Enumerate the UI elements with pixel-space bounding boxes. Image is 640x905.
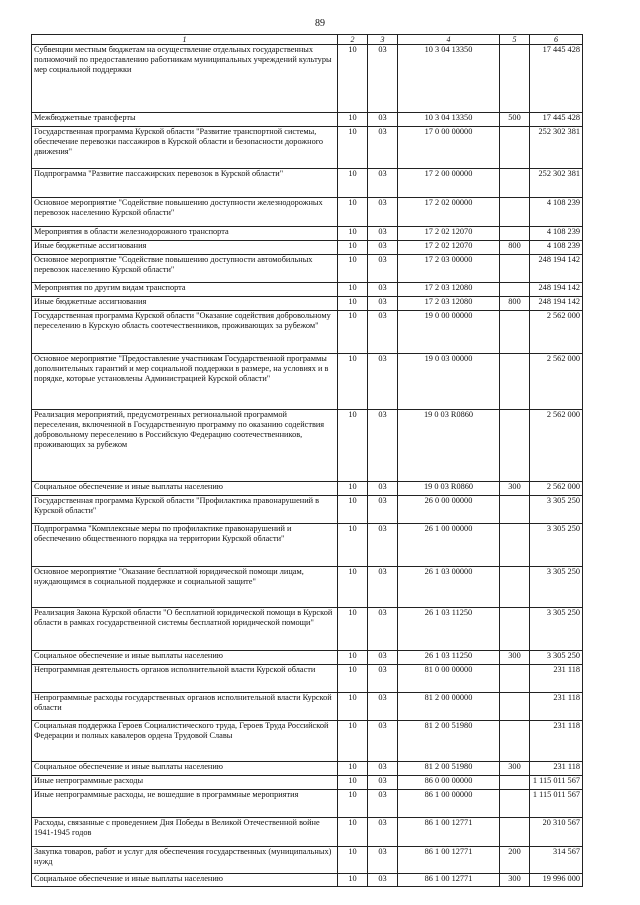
cell-vr — [500, 721, 530, 762]
cell-vr: 300 — [500, 482, 530, 496]
cell-rz: 10 — [338, 297, 368, 311]
table-row — [32, 721, 583, 762]
cell-pr: 03 — [368, 255, 398, 283]
table-row — [32, 283, 583, 297]
table-row — [32, 496, 583, 524]
table-row — [32, 776, 583, 790]
cell-name: Мероприятия в области железнодорожного транспорта — [32, 227, 338, 241]
cell-rz: 10 — [338, 818, 368, 847]
cell-sum: 231 118 — [530, 693, 583, 721]
cell-pr: 03 — [368, 651, 398, 665]
cell-name: Социальное обеспечение и иные выплаты населению — [32, 762, 338, 776]
cell-csr: 26 0 00 00000 — [398, 496, 500, 524]
cell-rz: 10 — [338, 790, 368, 818]
cell-rz: 10 — [338, 496, 368, 524]
cell-rz: 10 — [338, 762, 368, 776]
cell-name: Мероприятия по другим видам транспорта — [32, 283, 338, 297]
table-row — [32, 311, 583, 354]
cell-sum: 1 115 011 567 — [530, 790, 583, 818]
cell-rz: 10 — [338, 354, 368, 410]
cell-rz: 10 — [338, 608, 368, 651]
cell-sum: 252 302 381 — [530, 127, 583, 169]
table-row — [32, 113, 583, 127]
cell-name: Основное мероприятие "Содействие повышению доступности железнодорожных перевозок населению Курской области" — [32, 198, 338, 227]
cell-sum: 2 562 000 — [530, 410, 583, 482]
cell-name: Иные бюджетные ассигнования — [32, 241, 338, 255]
cell-rz: 10 — [338, 567, 368, 608]
cell-pr: 03 — [368, 665, 398, 693]
cell-csr: 26 1 03 00000 — [398, 567, 500, 608]
cell-sum: 248 194 142 — [530, 255, 583, 283]
cell-pr: 03 — [368, 776, 398, 790]
cell-csr: 17 2 02 12070 — [398, 227, 500, 241]
table-row — [32, 354, 583, 410]
cell-sum: 248 194 142 — [530, 283, 583, 297]
page-number: 89 — [315, 18, 325, 29]
cell-rz: 10 — [338, 482, 368, 496]
table-row — [32, 45, 583, 113]
cell-sum: 3 305 250 — [530, 608, 583, 651]
cell-rz: 10 — [338, 255, 368, 283]
cell-name: Социальная поддержка Героев Социалистического труда, Героев Труда Российской Федерации и полных кавалеров ордена Трудовой Славы — [32, 721, 338, 762]
cell-name: Реализация Закона Курской области "О бесплатной юридической помощи в Курской области в рамках государственной системы бесплатной юридической помощи" — [32, 608, 338, 651]
cell-rz: 10 — [338, 241, 368, 255]
cell-rz: 10 — [338, 127, 368, 169]
table-row — [32, 127, 583, 169]
cell-pr: 03 — [368, 410, 398, 482]
table-row — [32, 762, 583, 776]
cell-name: Социальное обеспечение и иные выплаты населению — [32, 874, 338, 887]
cell-pr: 03 — [368, 169, 398, 198]
column-header: 6 — [530, 35, 583, 45]
cell-csr: 10 3 04 13350 — [398, 45, 500, 113]
cell-csr: 17 2 03 00000 — [398, 255, 500, 283]
cell-vr: 800 — [500, 241, 530, 255]
cell-pr: 03 — [368, 127, 398, 169]
cell-sum: 2 562 000 — [530, 482, 583, 496]
cell-rz: 10 — [338, 113, 368, 127]
cell-vr — [500, 283, 530, 297]
cell-pr: 03 — [368, 790, 398, 818]
cell-csr: 86 1 00 12771 — [398, 874, 500, 887]
table-row — [32, 847, 583, 874]
cell-vr — [500, 410, 530, 482]
cell-sum: 4 108 239 — [530, 227, 583, 241]
column-header: 1 — [32, 35, 338, 45]
cell-rz: 10 — [338, 665, 368, 693]
cell-name: Подпрограмма "Комплексные меры по профилактике правонарушений и обеспечению общественного порядка на территории Курской области" — [32, 524, 338, 567]
table-row — [32, 818, 583, 847]
cell-pr: 03 — [368, 496, 398, 524]
cell-sum: 1 115 011 567 — [530, 776, 583, 790]
cell-csr: 86 1 00 00000 — [398, 790, 500, 818]
cell-name: Субвенции местным бюджетам на осуществление отдельных государственных полномочий по предоставлению работникам муниципальных учреждений культуры мер социальной поддержки — [32, 45, 338, 113]
cell-pr: 03 — [368, 874, 398, 887]
cell-rz: 10 — [338, 651, 368, 665]
table-row — [32, 482, 583, 496]
cell-csr: 17 2 03 12080 — [398, 283, 500, 297]
cell-name: Иные бюджетные ассигнования — [32, 297, 338, 311]
cell-csr: 19 0 03 R0860 — [398, 410, 500, 482]
cell-rz: 10 — [338, 45, 368, 113]
cell-sum: 231 118 — [530, 665, 583, 693]
cell-name: Иные непрограммные расходы, не вошедшие в программные мероприятия — [32, 790, 338, 818]
cell-sum: 4 108 239 — [530, 198, 583, 227]
cell-rz: 10 — [338, 721, 368, 762]
cell-vr: 200 — [500, 847, 530, 874]
table-row — [32, 693, 583, 721]
cell-name: Иные непрограммные расходы — [32, 776, 338, 790]
cell-rz: 10 — [338, 169, 368, 198]
cell-pr: 03 — [368, 524, 398, 567]
cell-vr: 500 — [500, 113, 530, 127]
cell-vr — [500, 255, 530, 283]
cell-rz: 10 — [338, 874, 368, 887]
cell-vr: 300 — [500, 762, 530, 776]
cell-sum: 17 445 428 — [530, 45, 583, 113]
cell-pr: 03 — [368, 818, 398, 847]
cell-name: Основное мероприятие "Предоставление участникам Государственной программы дополнительных гарантий и мер социальной поддержки в размере, на условиях и в порядке, которые установлены Администрацией Курской области" — [32, 354, 338, 410]
cell-csr: 26 1 00 00000 — [398, 524, 500, 567]
cell-rz: 10 — [338, 410, 368, 482]
cell-pr: 03 — [368, 847, 398, 874]
cell-vr — [500, 45, 530, 113]
table-row — [32, 169, 583, 198]
cell-csr: 17 0 00 00000 — [398, 127, 500, 169]
cell-csr: 26 1 03 11250 — [398, 651, 500, 665]
cell-name: Расходы, связанные с проведением Дня Победы в Великой Отечественной войне 1941-1945 годов — [32, 818, 338, 847]
cell-name: Государственная программа Курской области "Развитие транспортной системы, обеспечение перевозки пассажиров в Курской области и безопасности дорожного движения" — [32, 127, 338, 169]
column-header: 4 — [398, 35, 500, 45]
cell-pr: 03 — [368, 241, 398, 255]
cell-csr: 86 1 00 12771 — [398, 818, 500, 847]
cell-sum: 231 118 — [530, 762, 583, 776]
cell-sum: 248 194 142 — [530, 297, 583, 311]
cell-csr: 81 2 00 00000 — [398, 693, 500, 721]
cell-rz: 10 — [338, 693, 368, 721]
cell-rz: 10 — [338, 198, 368, 227]
cell-pr: 03 — [368, 762, 398, 776]
table-row — [32, 665, 583, 693]
cell-vr — [500, 169, 530, 198]
cell-name: Государственная программа Курской области "Оказание содействия добровольному переселению в Курскую область соотечественников, проживающих за рубежом" — [32, 311, 338, 354]
header-row — [32, 35, 583, 45]
cell-name: Подпрограмма "Развитие пассажирских перевозок в Курской области" — [32, 169, 338, 198]
cell-pr: 03 — [368, 693, 398, 721]
cell-sum: 2 562 000 — [530, 311, 583, 354]
cell-vr: 300 — [500, 874, 530, 887]
cell-name: Межбюджетные трансферты — [32, 113, 338, 127]
cell-vr: 800 — [500, 297, 530, 311]
cell-vr — [500, 790, 530, 818]
cell-csr: 10 3 04 13350 — [398, 113, 500, 127]
cell-pr: 03 — [368, 227, 398, 241]
cell-sum: 3 305 250 — [530, 651, 583, 665]
cell-vr — [500, 776, 530, 790]
table-row — [32, 255, 583, 283]
cell-rz: 10 — [338, 776, 368, 790]
cell-sum: 3 305 250 — [530, 496, 583, 524]
cell-name: Непрограммная деятельность органов исполнительной власти Курской области — [32, 665, 338, 693]
cell-name: Основное мероприятие "Оказание бесплатной юридической помощи лицам, нуждающимся в социальной поддержке и социальной защите" — [32, 567, 338, 608]
cell-vr — [500, 496, 530, 524]
cell-vr — [500, 354, 530, 410]
column-header: 2 — [338, 35, 368, 45]
cell-vr: 300 — [500, 651, 530, 665]
table-row — [32, 410, 583, 482]
cell-vr — [500, 665, 530, 693]
cell-vr — [500, 608, 530, 651]
cell-csr: 19 0 03 R0860 — [398, 482, 500, 496]
cell-sum: 20 310 567 — [530, 818, 583, 847]
column-header: 3 — [368, 35, 398, 45]
cell-name: Непрограммные расходы государственных органов исполнительной власти Курской области — [32, 693, 338, 721]
cell-vr — [500, 198, 530, 227]
cell-csr: 19 0 00 00000 — [398, 311, 500, 354]
cell-csr: 86 0 00 00000 — [398, 776, 500, 790]
table-row — [32, 241, 583, 255]
table-row — [32, 790, 583, 818]
cell-sum: 3 305 250 — [530, 524, 583, 567]
cell-vr — [500, 567, 530, 608]
cell-pr: 03 — [368, 311, 398, 354]
cell-name: Социальное обеспечение и иные выплаты населению — [32, 482, 338, 496]
cell-csr: 81 2 00 51980 — [398, 762, 500, 776]
cell-csr: 17 2 02 00000 — [398, 198, 500, 227]
cell-csr: 81 0 00 00000 — [398, 665, 500, 693]
cell-pr: 03 — [368, 567, 398, 608]
cell-pr: 03 — [368, 354, 398, 410]
cell-sum: 2 562 000 — [530, 354, 583, 410]
table-row — [32, 651, 583, 665]
cell-pr: 03 — [368, 608, 398, 651]
cell-csr: 26 1 03 11250 — [398, 608, 500, 651]
cell-pr: 03 — [368, 297, 398, 311]
cell-rz: 10 — [338, 524, 368, 567]
cell-name: Закупка товаров, работ и услуг для обеспечения государственных (муниципальных) нужд — [32, 847, 338, 874]
column-header: 5 — [500, 35, 530, 45]
cell-name: Государственная программа Курской области "Профилактика правонарушений в Курской области" — [32, 496, 338, 524]
cell-csr: 19 0 03 00000 — [398, 354, 500, 410]
cell-rz: 10 — [338, 311, 368, 354]
cell-csr: 17 2 00 00000 — [398, 169, 500, 198]
table-row — [32, 874, 583, 887]
cell-vr — [500, 693, 530, 721]
table-row — [32, 524, 583, 567]
cell-pr: 03 — [368, 45, 398, 113]
table-row — [32, 198, 583, 227]
budget-table — [31, 34, 583, 887]
table-row — [32, 567, 583, 608]
cell-csr: 81 2 00 51980 — [398, 721, 500, 762]
cell-sum: 231 118 — [530, 721, 583, 762]
cell-sum: 4 108 239 — [530, 241, 583, 255]
cell-pr: 03 — [368, 482, 398, 496]
cell-sum: 314 567 — [530, 847, 583, 874]
cell-vr — [500, 818, 530, 847]
cell-vr — [500, 227, 530, 241]
cell-sum: 17 445 428 — [530, 113, 583, 127]
cell-rz: 10 — [338, 227, 368, 241]
cell-name: Социальное обеспечение и иные выплаты населению — [32, 651, 338, 665]
cell-rz: 10 — [338, 847, 368, 874]
cell-sum: 19 996 000 — [530, 874, 583, 887]
cell-name: Реализация мероприятий, предусмотренных региональной программой переселения, включенной в Государственную программу по оказанию содействия добровольному переселению в Российскую Федерацию соотечественников, проживающих за рубежом — [32, 410, 338, 482]
cell-csr: 86 1 00 12771 — [398, 847, 500, 874]
table-row — [32, 608, 583, 651]
cell-pr: 03 — [368, 113, 398, 127]
cell-csr: 17 2 02 12070 — [398, 241, 500, 255]
cell-vr — [500, 524, 530, 567]
table-row — [32, 227, 583, 241]
cell-pr: 03 — [368, 198, 398, 227]
cell-pr: 03 — [368, 721, 398, 762]
table-row — [32, 297, 583, 311]
cell-rz: 10 — [338, 283, 368, 297]
cell-vr — [500, 311, 530, 354]
cell-name: Основное мероприятие "Содействие повышению доступности автомобильных перевозок населению Курской области" — [32, 255, 338, 283]
cell-csr: 17 2 03 12080 — [398, 297, 500, 311]
cell-sum: 3 305 250 — [530, 567, 583, 608]
cell-vr — [500, 127, 530, 169]
cell-pr: 03 — [368, 283, 398, 297]
cell-sum: 252 302 381 — [530, 169, 583, 198]
